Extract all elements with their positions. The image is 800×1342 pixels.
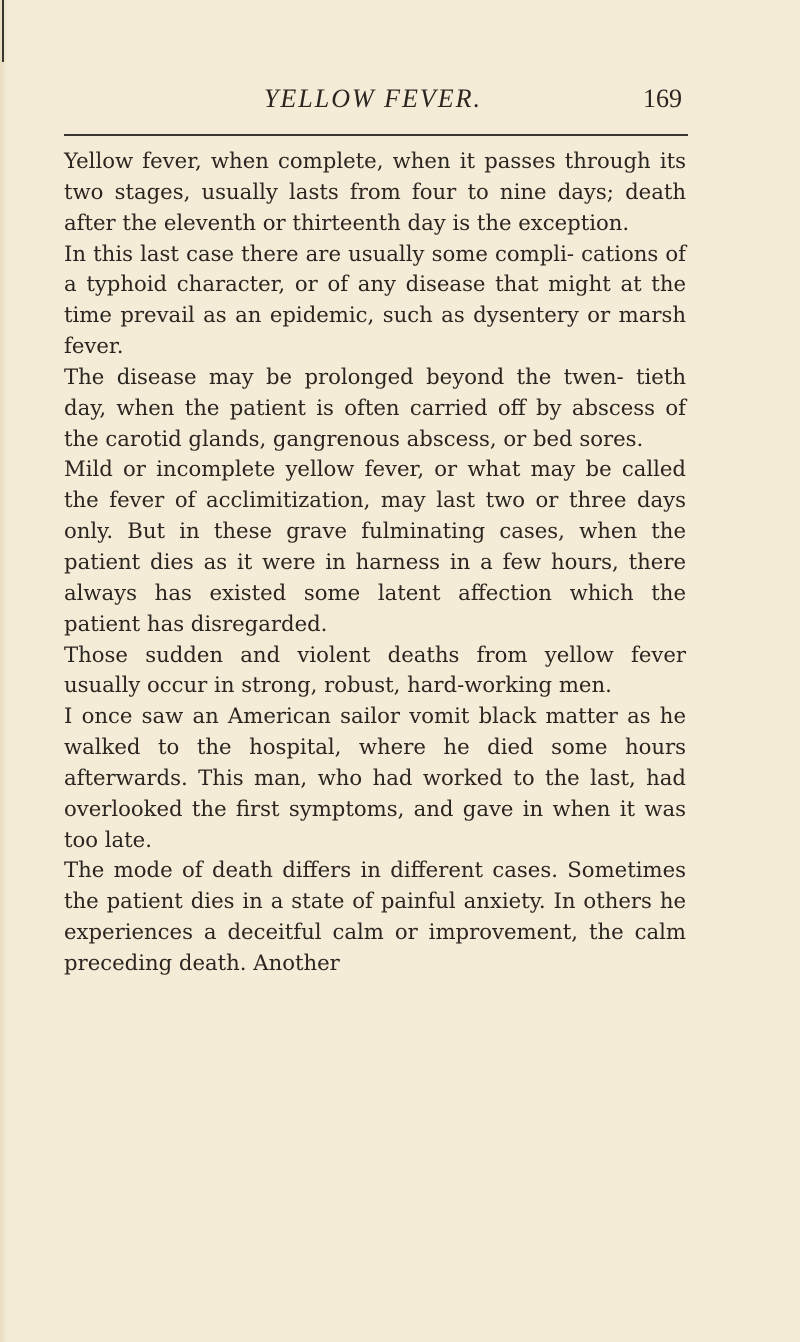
paragraph: I once saw an American sailor vomit black matter as he walked to the hospital, where he died some hours afterwards. This man, who had worked to the last, had overlooked the first symptoms, and gave in when it was too late. [64, 703, 686, 852]
scan-edge [0, 0, 8, 1342]
page-header [64, 82, 682, 122]
header-rule [64, 134, 688, 136]
paragraph: In this last case there are usually some compli- cations of a typhoid character, or of any disease that might at the time prevail as an epidemic, such as dysentery or marsh fever. [64, 240, 686, 359]
running-head: YELLOW FEVER. [263, 84, 483, 113]
paragraph: The disease may be prolonged beyond the twen- tieth day, when the patient is often carried off by abscess of the carotid glands, gangrenous abscess, or bed sores. [64, 363, 686, 451]
scan-mark [2, 0, 4, 62]
paragraph: Mild or incomplete yellow fever, or what may be called the fever of acclimitization, may last two or three days only. But in these grave fulminating cases, when the patient dies as it were in harness in a few hours, there always has existed some latent affection which the patient has disregarded. [64, 456, 686, 636]
page-number: 169 [643, 84, 682, 113]
paragraph: Those sudden and violent deaths from yellow fever usually occur in strong, robust, hard-working men. [64, 641, 686, 698]
paragraph: The mode of death differs in different cases. Sometimes the patient dies in a state of painful anxiety. In others he experiences a deceitful calm or improvement, the calm preceding death. Another [64, 857, 686, 975]
paragraph: Yellow fever, when complete, when it passes through its two stages, usually lasts from four to nine days; death after the eleventh or thirteenth day is the exception. [64, 148, 686, 235]
body-text [64, 146, 686, 979]
